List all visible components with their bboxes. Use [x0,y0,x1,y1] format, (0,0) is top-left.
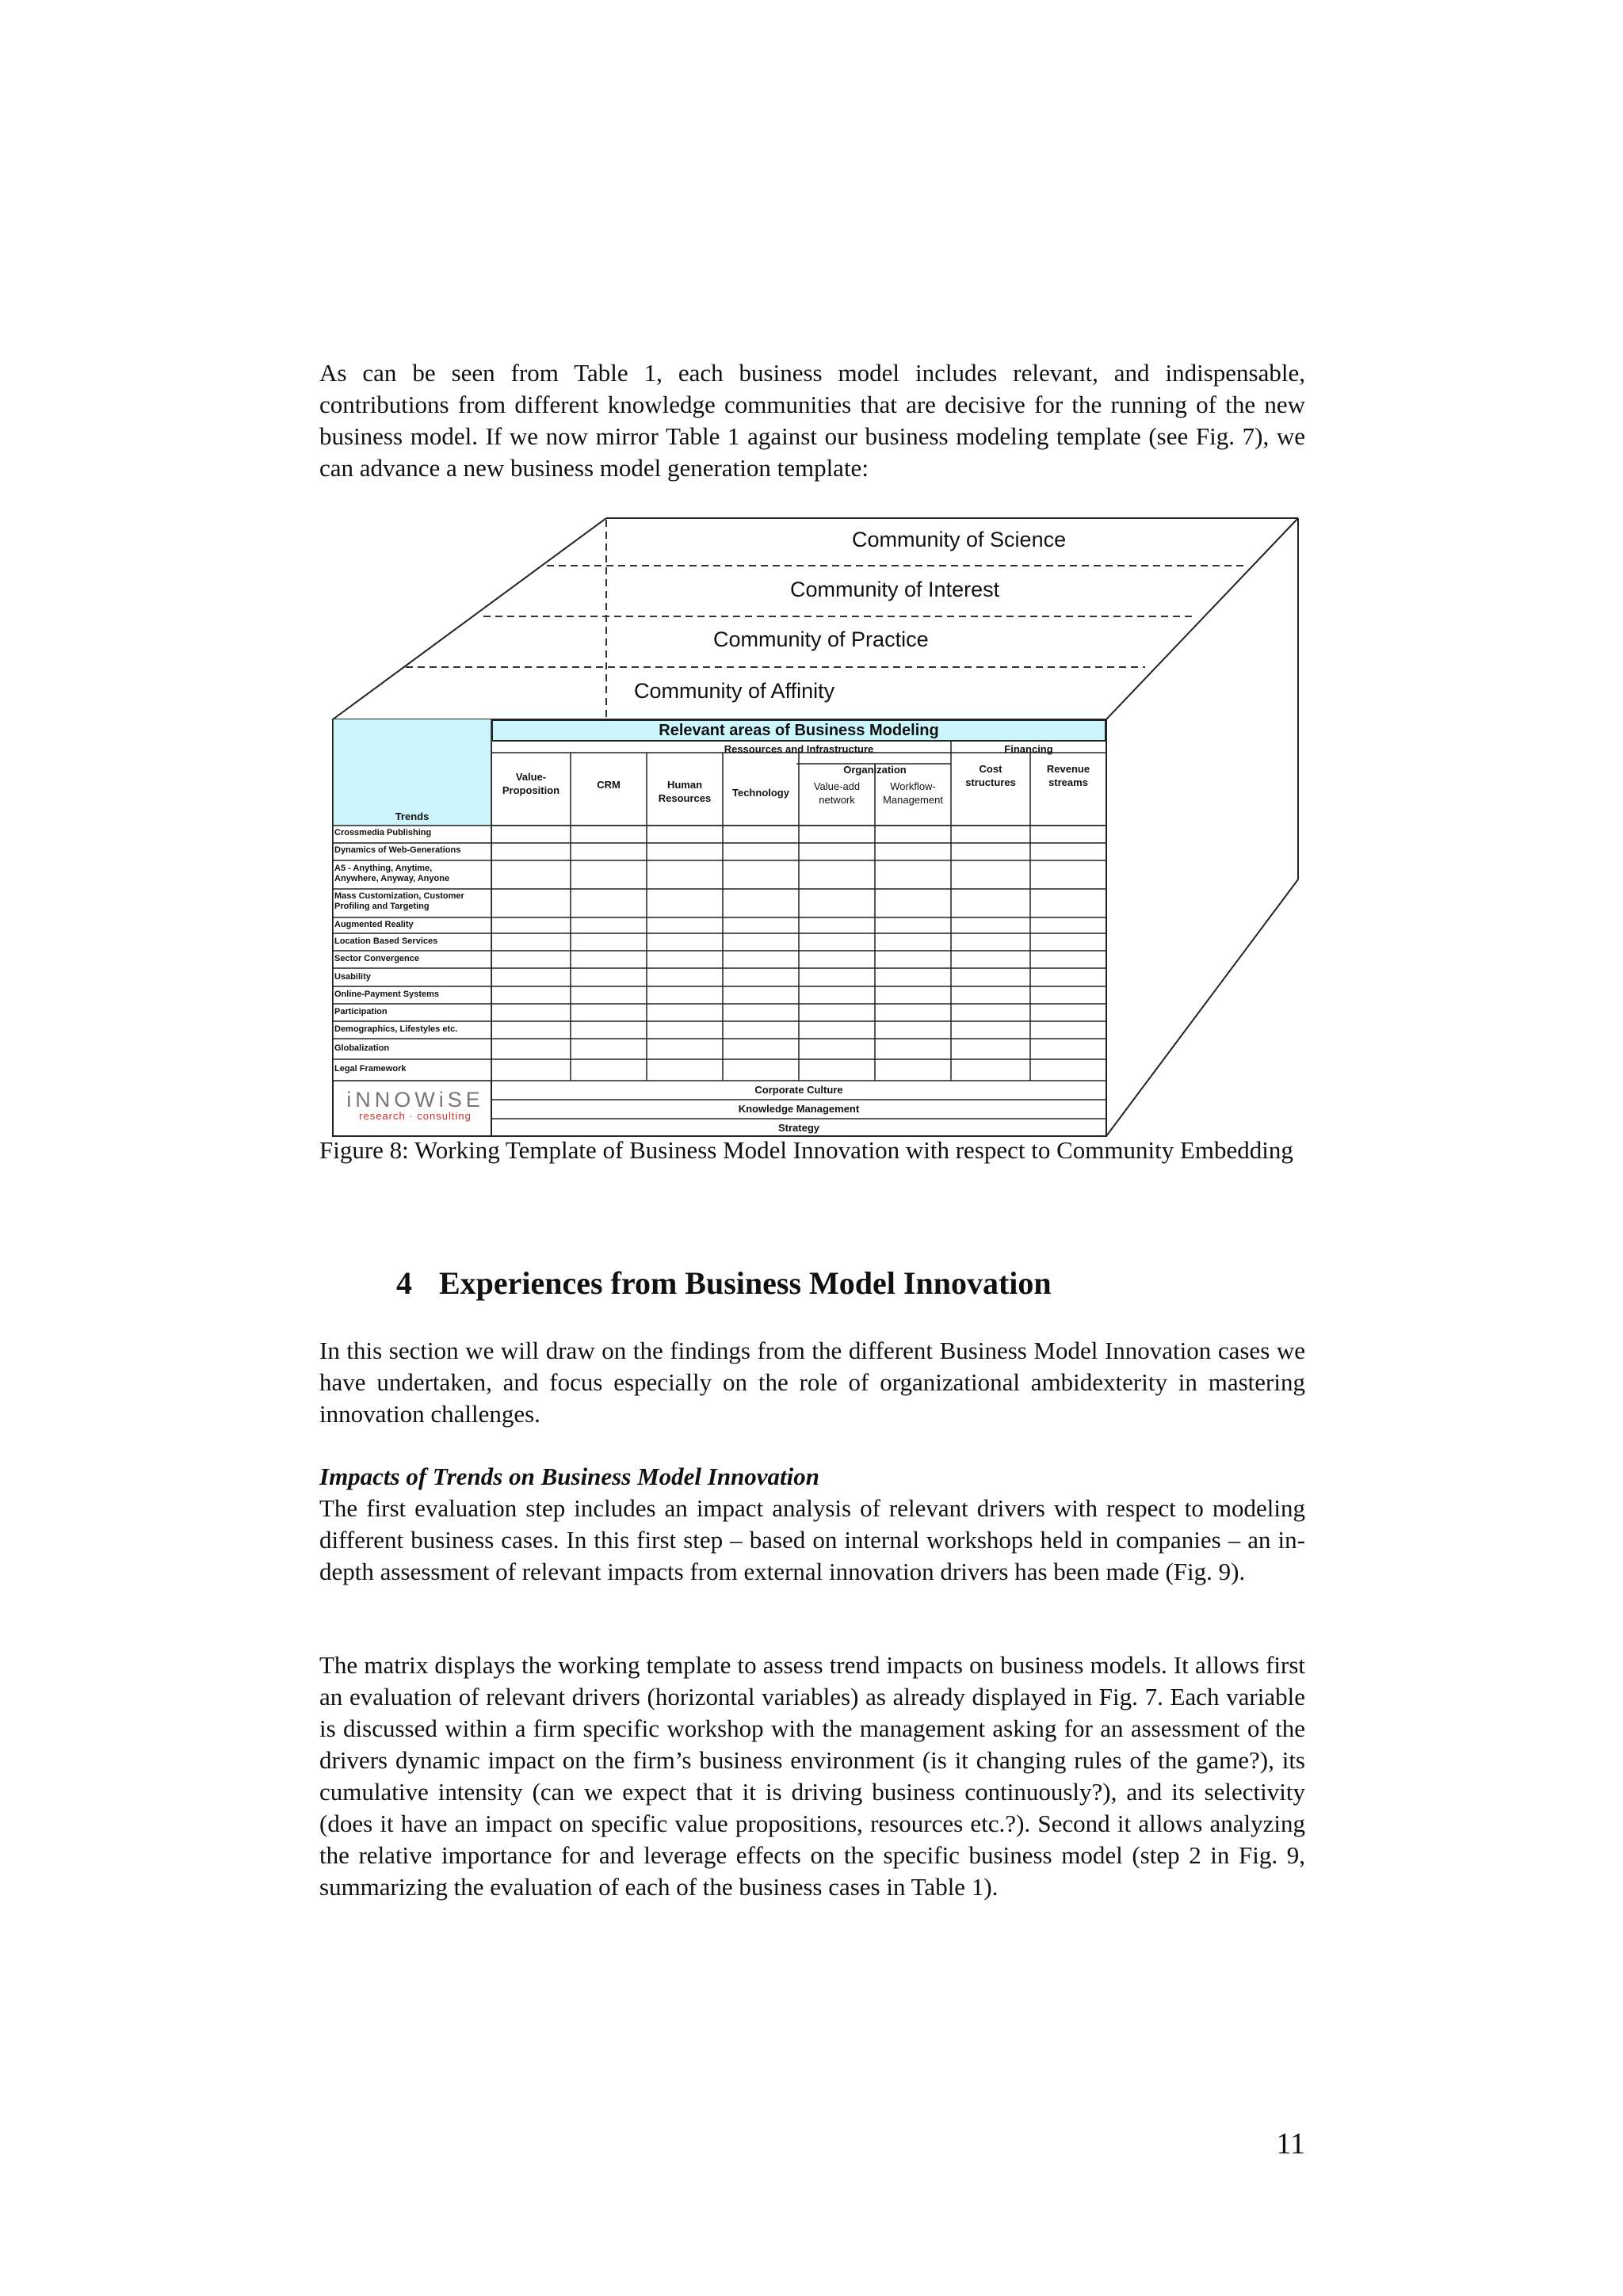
section-title: Experiences from Business Model Innovation [439,1265,1052,1301]
col-crm: CRM [597,779,621,791]
bottom-row-strategy: Strategy [777,1122,820,1134]
trend-row: Globalization [334,1043,390,1053]
cube-edge-top-right [1106,518,1298,719]
logo-tagline: research · consulting [359,1110,472,1122]
innowise-logo [336,1089,495,1123]
cube-edge-bottom-right [1106,879,1298,1136]
bottom-row-knowledge-management: Knowledge Management [738,1103,860,1115]
trend-row: Location Based Services [334,936,438,946]
group-financing-header: Financing [1004,743,1053,755]
matrix-paragraph: The matrix displays the working template to assess trend impacts on business models. It allows first an evaluation of relevant drivers (horizontal variables) as already displayed in Fig. 7. Each variable is discussed within a firm specific workshop with the management asking for an assessment of the drivers dynamic impact on the firm’s business environment (is it changing rules of the game?), its cumulative intensity (can we expect that it is driving business continuously?), and its selectivity (does it have an impact on specific value propositions, resources etc.?). Second it allows analyzing the relative importance for and leverage effects on the specific business model (step 2 in Fig. 9, summarizing the evaluation of each of the business cases in Table 1). [319,1651,1305,1901]
intro-paragraph: As can be seen from Table 1, each business model includes relevant, and indispensable, contributions from different knowledge communities that are decisive for the running of the new business model. If we now mirror Table 1 against our business modeling template (see Fig. 7), we can advance a new business model generation template: [319,359,1305,482]
bottom-row-corporate-culture: Corporate Culture [754,1084,843,1096]
trend-row: Participation [334,1007,388,1016]
trend-row: Mass Customization, Customer Profiling and Targeting [334,891,464,911]
col-revenue-streams: Revenue streams [1046,763,1090,788]
section-intro-paragraph: In this section we will draw on the findings from the different Business Model Innovation cases we have undertaken, and focus especially on the role of organizational ambidexterity in mastering innovation challenges. [319,1337,1305,1428]
subheading: Impacts of Trends on Business Model Innovation [319,1463,820,1490]
trend-row: Usability [334,972,371,982]
trend-row: A5 - Anything, Anytime, Anywhere, Anyway, Anyone [334,864,450,883]
trend-row: Online-Payment Systems [334,990,440,999]
table-title: Relevant areas of Business Modeling [491,719,1106,742]
page-number: 11 [1276,2127,1305,2161]
trends-header: Trends [395,810,430,822]
col-value-add-network: Value-add network [813,780,861,806]
community-science-label: Community of Science [852,528,1067,551]
col-cost-structures: Cost structures [965,763,1016,788]
col-technology: Technology [732,787,789,799]
trend-row: Legal Framework [334,1064,407,1074]
col-human-resources: Human Resources [658,779,712,804]
cube-edge-top-left [333,518,606,719]
trend-row: Sector Convergence [334,954,419,963]
group-organization-header: Organization [843,764,907,776]
section-heading [396,1263,1052,1304]
community-interest-label: Community of Interest [790,578,1000,601]
col-value-proposition: Value- Proposition [502,771,560,796]
col-workflow-management: Workflow- Management [883,780,943,806]
trend-row: Demographics, Lifestyles etc. [334,1024,458,1034]
community-practice-label: Community of Practice [713,627,929,651]
community-affinity-label: Community of Affinity [634,679,835,703]
evaluation-paragraph: The first evaluation step includes an impact analysis of relevant drivers with respect to modeling different business cases. In this first step – based on internal workshops held in companies – an in-depth assessment of relevant impacts from external innovation drivers has been made (Fig. 9). [319,1494,1305,1585]
section-number: 4 [396,1265,412,1301]
trend-row: Dynamics of Web-Generations [334,845,461,855]
group-resources-header: Ressources and Infrastructure [724,743,874,755]
trend-row: Augmented Reality [334,920,414,929]
trend-row: Crossmedia Publishing [334,828,432,837]
figure-caption: Figure 8: Working Template of Business Model Innovation with respect to Community Embedding [319,1136,1293,1164]
figure-community-template [0,0,1623,1141]
logo-brand: iNNOWiSE [346,1088,484,1112]
cube-outline-svg [0,0,1623,1141]
